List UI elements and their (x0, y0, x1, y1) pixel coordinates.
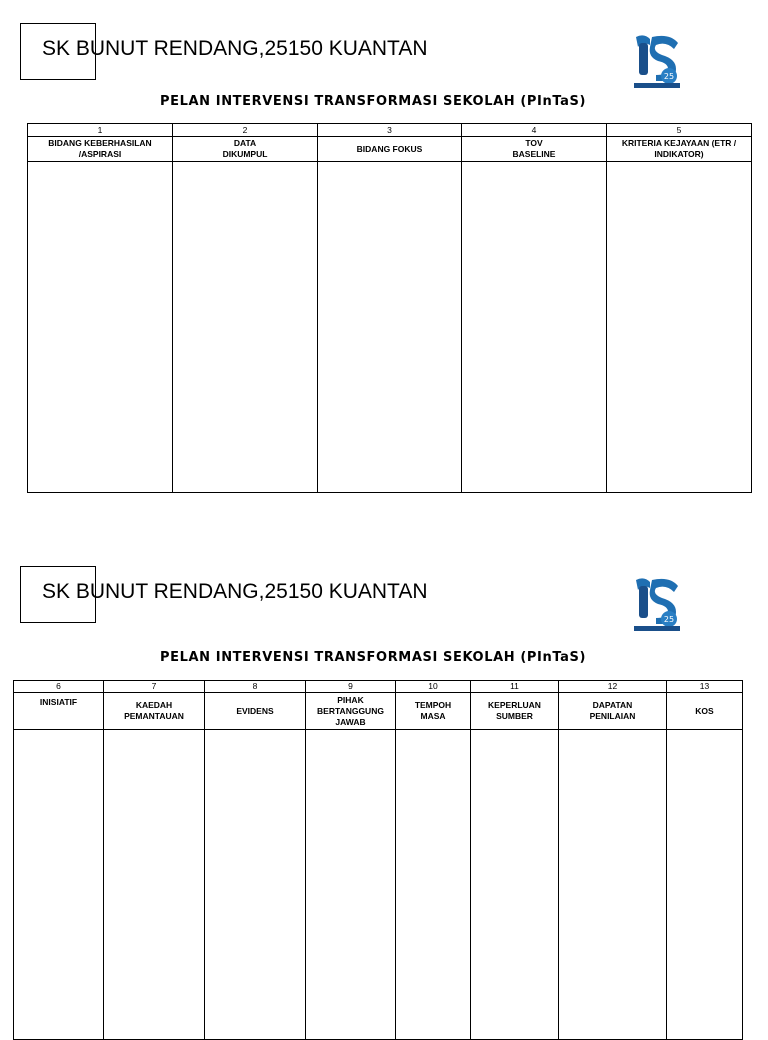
column-header: KOS (667, 693, 743, 730)
col-number: 8 (205, 681, 306, 693)
column-header: KAEDAH PEMANTAUAN (104, 693, 205, 730)
table-cell[interactable] (104, 730, 205, 1040)
col-number: 4 (462, 124, 607, 137)
table-cell[interactable] (28, 162, 173, 493)
col-number: 10 (396, 681, 471, 693)
column-header: BIDANG KEBERHASILAN /ASPIRASI (28, 137, 173, 162)
column-header: PIHAK BERTANGGUNG JAWAB (306, 693, 396, 730)
column-header: BIDANG FOKUS (318, 137, 462, 162)
table-cell[interactable] (14, 730, 104, 1040)
column-header: TEMPOH MASA (396, 693, 471, 730)
column-header: DAPATAN PENILAIAN (559, 693, 667, 730)
col-number: 1 (28, 124, 173, 137)
svg-text:25: 25 (663, 615, 675, 624)
table-cell[interactable] (559, 730, 667, 1040)
table-cell[interactable] (607, 162, 752, 493)
column-header: DATA DIKUMPUL (173, 137, 318, 162)
column-header: TOV BASELINE (462, 137, 607, 162)
column-header: KRITERIA KEJAYAAN (ETR / INDIKATOR) (607, 137, 752, 162)
col-number: 2 (173, 124, 318, 137)
col-number: 9 (306, 681, 396, 693)
col-number: 11 (471, 681, 559, 693)
table-cell[interactable] (306, 730, 396, 1040)
column-header: INISIATIF (14, 693, 104, 730)
page-subtitle: PELAN INTERVENSI TRANSFORMASI SEKOLAH (PInTaS) (160, 94, 586, 109)
table-cell[interactable] (471, 730, 559, 1040)
table-cell[interactable] (173, 162, 318, 493)
school-name: SK BUNUT RENDANG,25150 KUANTAN (42, 37, 428, 60)
column-header: EVIDENS (205, 693, 306, 730)
col-number: 13 (667, 681, 743, 693)
col-number: 12 (559, 681, 667, 693)
table-cell[interactable] (462, 162, 607, 493)
col-number: 6 (14, 681, 104, 693)
school-logo-icon (630, 33, 684, 91)
table-cell[interactable] (205, 730, 306, 1040)
svg-text:25: 25 (663, 72, 675, 81)
table-cell[interactable] (396, 730, 471, 1040)
page-subtitle: PELAN INTERVENSI TRANSFORMASI SEKOLAH (PInTaS) (160, 650, 586, 665)
col-number: 3 (318, 124, 462, 137)
school-logo-icon (630, 576, 684, 634)
col-number: 5 (607, 124, 752, 137)
column-header: KEPERLUAN SUMBER (471, 693, 559, 730)
school-name: SK BUNUT RENDANG,25150 KUANTAN (42, 580, 428, 603)
table-cell[interactable] (318, 162, 462, 493)
table-cell[interactable] (667, 730, 743, 1040)
col-number: 7 (104, 681, 205, 693)
pintas-table-2 (13, 680, 743, 1040)
pintas-table-1 (27, 123, 752, 493)
